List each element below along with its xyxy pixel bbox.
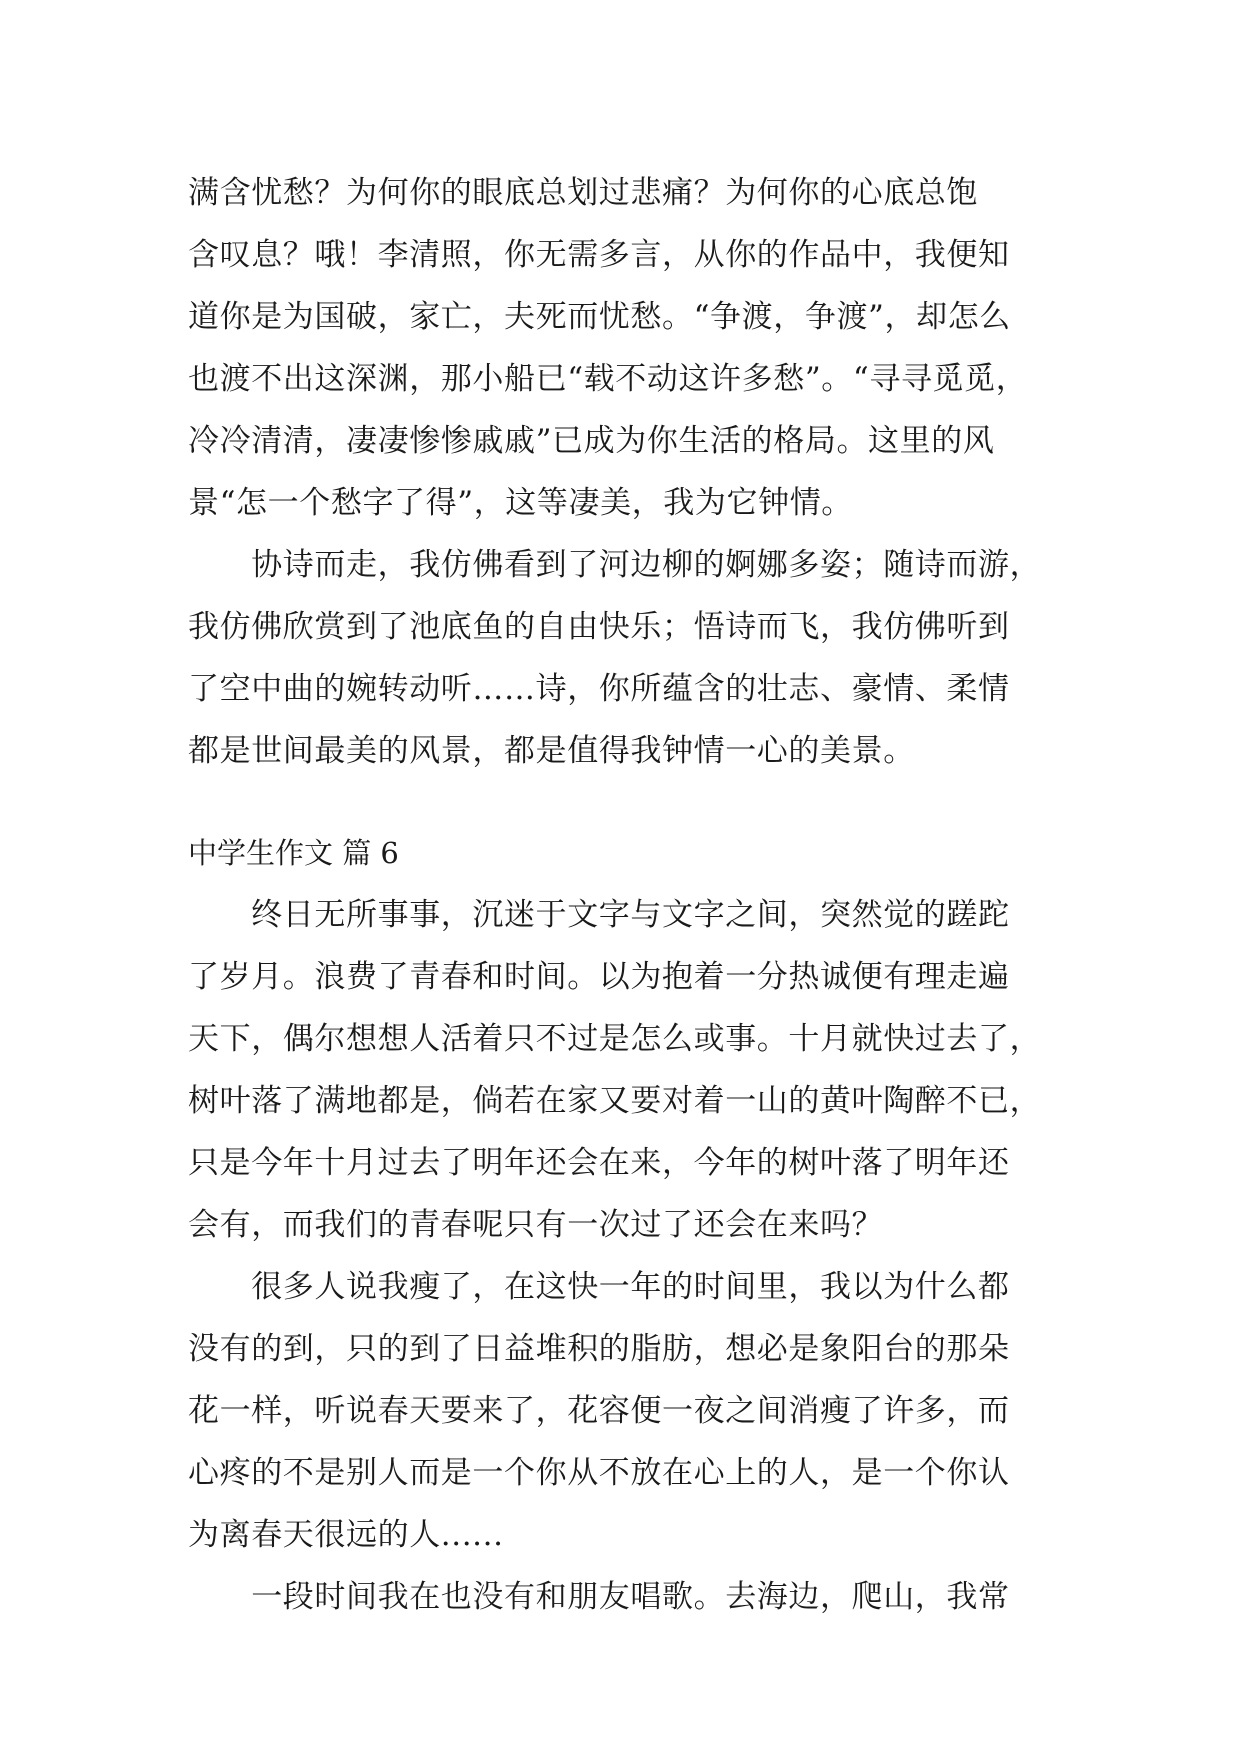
text-line: 心疼的不是别人而是一个你从不放在心上的人，是一个你认 (188, 1455, 1010, 1491)
text-line: 了岁月。浪费了青春和时间。以为抱着一分热诚便有理走遍 (188, 959, 1010, 995)
text-line: 满含忧愁？为何你的眼底总划过悲痛？为何你的心底总饱 (188, 175, 978, 211)
text-line: 花一样，听说春天要来了，花容便一夜之间消瘦了许多，而 (188, 1393, 1010, 1429)
text-line: 我仿佛欣赏到了池底鱼的自由快乐；悟诗而飞，我仿佛听到 (188, 609, 1010, 645)
text-line: 为离春天很远的人...... (188, 1517, 504, 1553)
text-line: 了空中曲的婉转动听……诗，你所蕴含的壮志、豪情、柔情 (188, 671, 1010, 707)
document-page (188, 162, 1056, 1628)
paragraph-b2 (188, 1256, 1056, 1566)
text-line: 一段时间我在也没有和朋友唱歌。去海边，爬山，我常 (188, 1579, 1010, 1615)
paragraph-b3 (188, 1566, 1056, 1628)
text-line: 只是今年十月过去了明年还会在来，今年的树叶落了明年还 (188, 1145, 1010, 1181)
text-line: 含叹息？哦！李清照，你无需多言，从你的作品中，我便知 (188, 237, 1010, 273)
paragraph-a2 (188, 534, 1056, 782)
section-heading (188, 822, 1056, 884)
text-line: 树叶落了满地都是，倘若在家又要对着一山的黄叶陶醉不已， (188, 1083, 1042, 1119)
text-line: 也渡不出这深渊，那小船已“载不动这许多愁”。“寻寻觅觅， (188, 361, 1028, 397)
section-gap (188, 782, 1056, 822)
paragraph-b1 (188, 884, 1056, 1256)
text-line: 都是世间最美的风景，都是值得我钟情一心的美景。 (188, 733, 915, 769)
section-a (188, 162, 1056, 782)
text-line: 冷冷清清，凄凄惨惨戚戚”已成为你生活的格局。这里的风 (188, 423, 995, 459)
text-line: 景“怎一个愁字了得”，这等凄美，我为它钟情。 (188, 485, 853, 521)
section-b (188, 822, 1056, 1628)
text-line: 协诗而走，我仿佛看到了河边柳的婀娜多姿；随诗而游， (188, 547, 1042, 583)
text-line: 会有，而我们的青春呢只有一次过了还会在来吗？ (188, 1207, 884, 1243)
paragraph-a1 (188, 162, 1056, 534)
text-line: 没有的到，只的到了日益堆积的脂肪，想必是象阳台的那朵 (188, 1331, 1010, 1367)
text-line: 道你是为国破，家亡，夫死而忧愁。“争渡，争渡”，却怎么 (188, 299, 1011, 335)
section-title: 中学生作文 篇 6 (188, 836, 399, 870)
text-line: 很多人说我瘦了，在这快一年的时间里，我以为什么都 (188, 1269, 1010, 1305)
text-line: 天下，偶尔想想人活着只不过是怎么或事。十月就快过去了， (188, 1021, 1042, 1057)
text-line: 终日无所事事，沉迷于文字与文字之间，突然觉的蹉跎 (188, 897, 1010, 933)
